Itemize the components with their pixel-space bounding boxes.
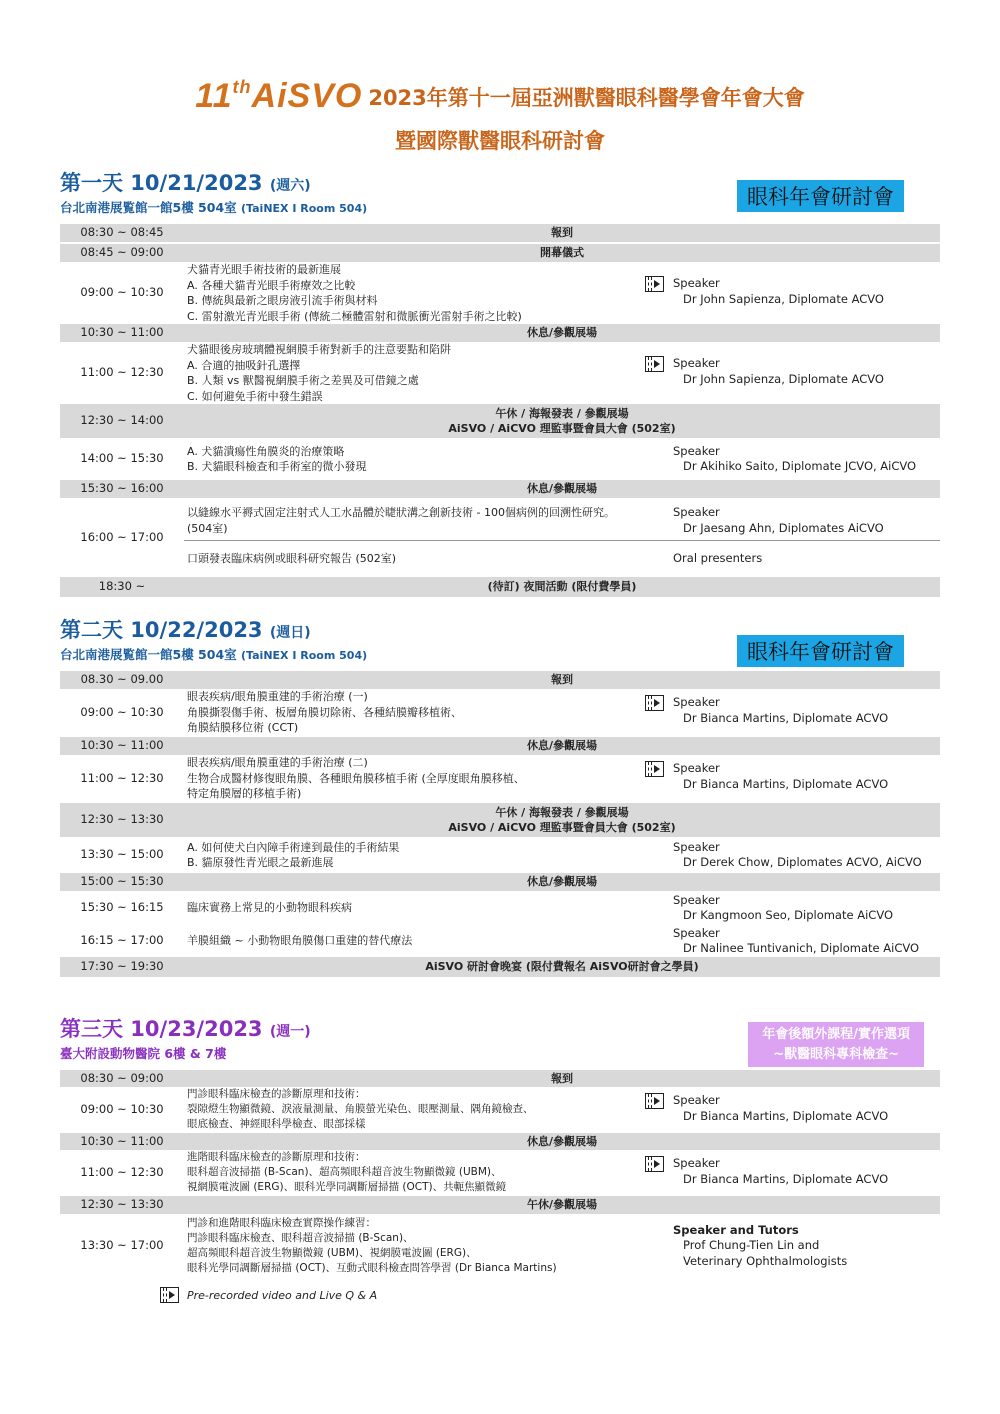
schedule-row: 15:00 ~ 15:30 休息/參觀展場 xyxy=(60,873,940,891)
schedule-row: 18:30 ~ (待訂) 夜間活動 (限付費學員) xyxy=(60,577,940,597)
day3-title: 第三天 10/23/2023 (週一) xyxy=(60,1017,311,1041)
day1-title: 第一天 10/21/2023 (週六) xyxy=(60,171,311,195)
schedule-row: 11:00 ~ 12:30 犬貓眼後房玻璃體視網膜手術對新手的注意要點和陷阱 A. 合適的抽吸針孔選擇 B. 人類 vs 獸醫視網膜手術之差異及可借鏡之處 C. 如何避免手術中發生錯誤 Speaker Dr John Sapienza, Diplomate ACVO xyxy=(80,343,884,403)
day3-tag: 年會後額外課程/實作選項 ~獸醫眼科專科檢查~ xyxy=(748,1022,924,1067)
video-icon xyxy=(645,276,664,292)
video-icon xyxy=(645,356,664,372)
day1-section xyxy=(60,172,940,597)
schedule-row: 16:00 ~ 17:00 以縫線水平褥式固定注射式人工水晶體於睫狀溝之創新技術 - 100個病例的回溯性研究。 (504室) Speaker Dr Jaesang Ahn, Diplomates AiCVO 口頭發表臨床病例或眼科研究報告 (502室) Oral presenters xyxy=(60,498,940,577)
conference-title: 2023年第十一屆亞洲獸醫眼科醫學會年會大會 xyxy=(368,86,805,110)
schedule-row: 13:30 ~ 17:00 門診和進階眼科臨床檢查實際操作練習： 門診眼科臨床檢查、眼科超音波掃描 (B-Scan)、 超高頻眼科超音波生物顯微鏡 (UBM)、視網膜電波圖 (ERG)、 眼科光學同調斷層掃描 (OCT)、互動式眼科檢查問答學習 (Dr Bianca Martins) Speaker and Tutors Prof Chung-Tien Lin and Veterinary Ophthalmologists xyxy=(80,1217,848,1274)
schedule-row: 10:30 ~ 11:00 休息/參觀展場 xyxy=(60,737,940,755)
day2-section xyxy=(60,619,940,977)
aisvo-logo: 11thAiSVO xyxy=(195,77,363,115)
legend-text: Pre-recorded video and Live Q & A xyxy=(187,1288,378,1302)
schedule-row: 13:30 ~ 15:00 A. 如何使犬白內障手術達到最佳的手術結果 B. 貓原發性青光眼之最新進展 Speaker Dr Derek Chow, Diplomates ACVO, AiCVO xyxy=(80,839,922,869)
schedule-row: 08.30 ~ 09.00 報到 xyxy=(60,671,940,689)
schedule-row: 16:15 ~ 17:00 羊膜組織 ~ 小動物眼角膜傷口重建的替代療法 Speaker Dr Nalinee Tuntivanich, Diplomate AiCVO xyxy=(80,925,920,955)
schedule-row: 10:30 ~ 11:00 休息/參觀展場 xyxy=(60,324,940,342)
schedule-row: 08:30 ~ 09:00 報到 xyxy=(60,1070,940,1087)
schedule-row: 17:30 ~ 19:30 AiSVO 研討會晚宴 (限付費報名 AiSVO研討會之學員) xyxy=(60,957,940,977)
video-icon xyxy=(645,761,664,777)
schedule-row: 15:30 ~ 16:00 休息/參觀展場 xyxy=(60,480,940,498)
schedule-row: 12:30 ~ 13:30 午休 / 海報發表 / 參觀展場 AiSVO / AiCVO 理監事暨會員大會 (502室) xyxy=(60,803,940,837)
schedule-row: 09:00 ~ 10:30 眼表疾病/眼角膜重建的手術治療 (一) 角膜撕裂傷手術、板層角膜切除術、各種結膜瓣移植術、 角膜結膜移位術 (CCT) Speaker Dr Bianca Martins, Diplomate ACVO xyxy=(80,690,889,734)
schedule-row: 11:00 ~ 12:30 眼表疾病/眼角膜重建的手術治療 (二) 生物合成醫材修復眼角膜、各種眼角膜移植手術 (全厚度眼角膜移植、 特定角膜層的移植手術) Speaker Dr Bianca Martins, Diplomate ACVO xyxy=(80,756,889,800)
schedule-row: 14:00 ~ 15:30 A. 犬貓潰瘍性角膜炎的治療策略 B. 犬貓眼科檢查和手術室的微小發現 Speaker Dr Akihiko Saito, Diplomate JCVO, AiCVO xyxy=(80,443,917,473)
schedule-row: 15:30 ~ 16:15 臨床實務上常見的小動物眼科疾病 Speaker Dr Kangmoon Seo, Diplomate AiCVO xyxy=(80,892,894,922)
schedule-row: 08:45 ~ 09:00 開幕儀式 xyxy=(60,244,940,262)
day1-tag: 眼科年會研討會 xyxy=(737,180,904,212)
video-icon xyxy=(645,695,664,711)
day2-tag: 眼科年會研討會 xyxy=(737,635,904,667)
day3-venue: 臺大附設動物醫院 6樓 & 7樓 xyxy=(60,1046,227,1062)
schedule-row: 09:00 ~ 10:30 門診眼科臨床檢查的診斷原理和技術： 裂隙燈生物顯微鏡、淚液量測量、角膜螢光染色、眼壓測量、隅角鏡檢查、 眼底檢查、神經眼科學檢查、眼部採樣 Speaker Dr Bianca Martins, Diplomate ACVO xyxy=(80,1088,889,1130)
schedule-row: 10:30 ~ 11:00 休息/參觀展場 xyxy=(60,1133,940,1150)
video-icon xyxy=(645,1093,664,1109)
day3-section xyxy=(60,1018,940,1278)
schedule-row: 12:30 ~ 13:30 午休/參觀展場 xyxy=(60,1196,940,1214)
footer-legend xyxy=(160,1287,377,1303)
conference-subtitle: 暨國際獸醫眼科研討會 xyxy=(395,129,605,153)
day1-venue: 台北南港展覧館一館5樓 504室 (TaiNEX I Room 504) xyxy=(60,200,368,216)
schedule-row: 11:00 ~ 12:30 進階眼科臨床檢查的診斷原理和技術： 眼科超音波掃描 (B-Scan)、超高頻眼科超音波生物顯微鏡 (UBM)、 視網膜電波圖 (ERG)、眼科光學同調斷層掃描 (OCT)、共軛焦顯微鏡 Speaker Dr Bianca Martins, Diplomate ACVO xyxy=(80,1151,889,1193)
video-icon xyxy=(645,1156,664,1172)
video-icon xyxy=(160,1287,179,1303)
day2-title: 第二天 10/22/2023 (週日) xyxy=(60,618,311,642)
day2-venue: 台北南港展覧館一館5樓 504室 (TaiNEX I Room 504) xyxy=(60,647,368,663)
schedule-row: 08:30 ~ 08:45 報到 xyxy=(60,224,940,242)
document-header xyxy=(0,78,1000,155)
schedule-row: 09:00 ~ 10:30 犬貓青光眼手術技術的最新進展 A. 各種犬貓青光眼手術療效之比較 B. 傳統與最新之眼房液引流手術與材料 C. 雷射激光青光眼手術 (傳統二極體雷射和微脈衝光雷射手術之比較) Speaker Dr John Sapienza, Diplomate ACVO xyxy=(80,263,884,323)
schedule-row: 12:30 ~ 14:00 午休 / 海報發表 / 參觀展場 AiSVO / AiCVO 理監事暨會員大會 (502室) xyxy=(60,404,940,438)
